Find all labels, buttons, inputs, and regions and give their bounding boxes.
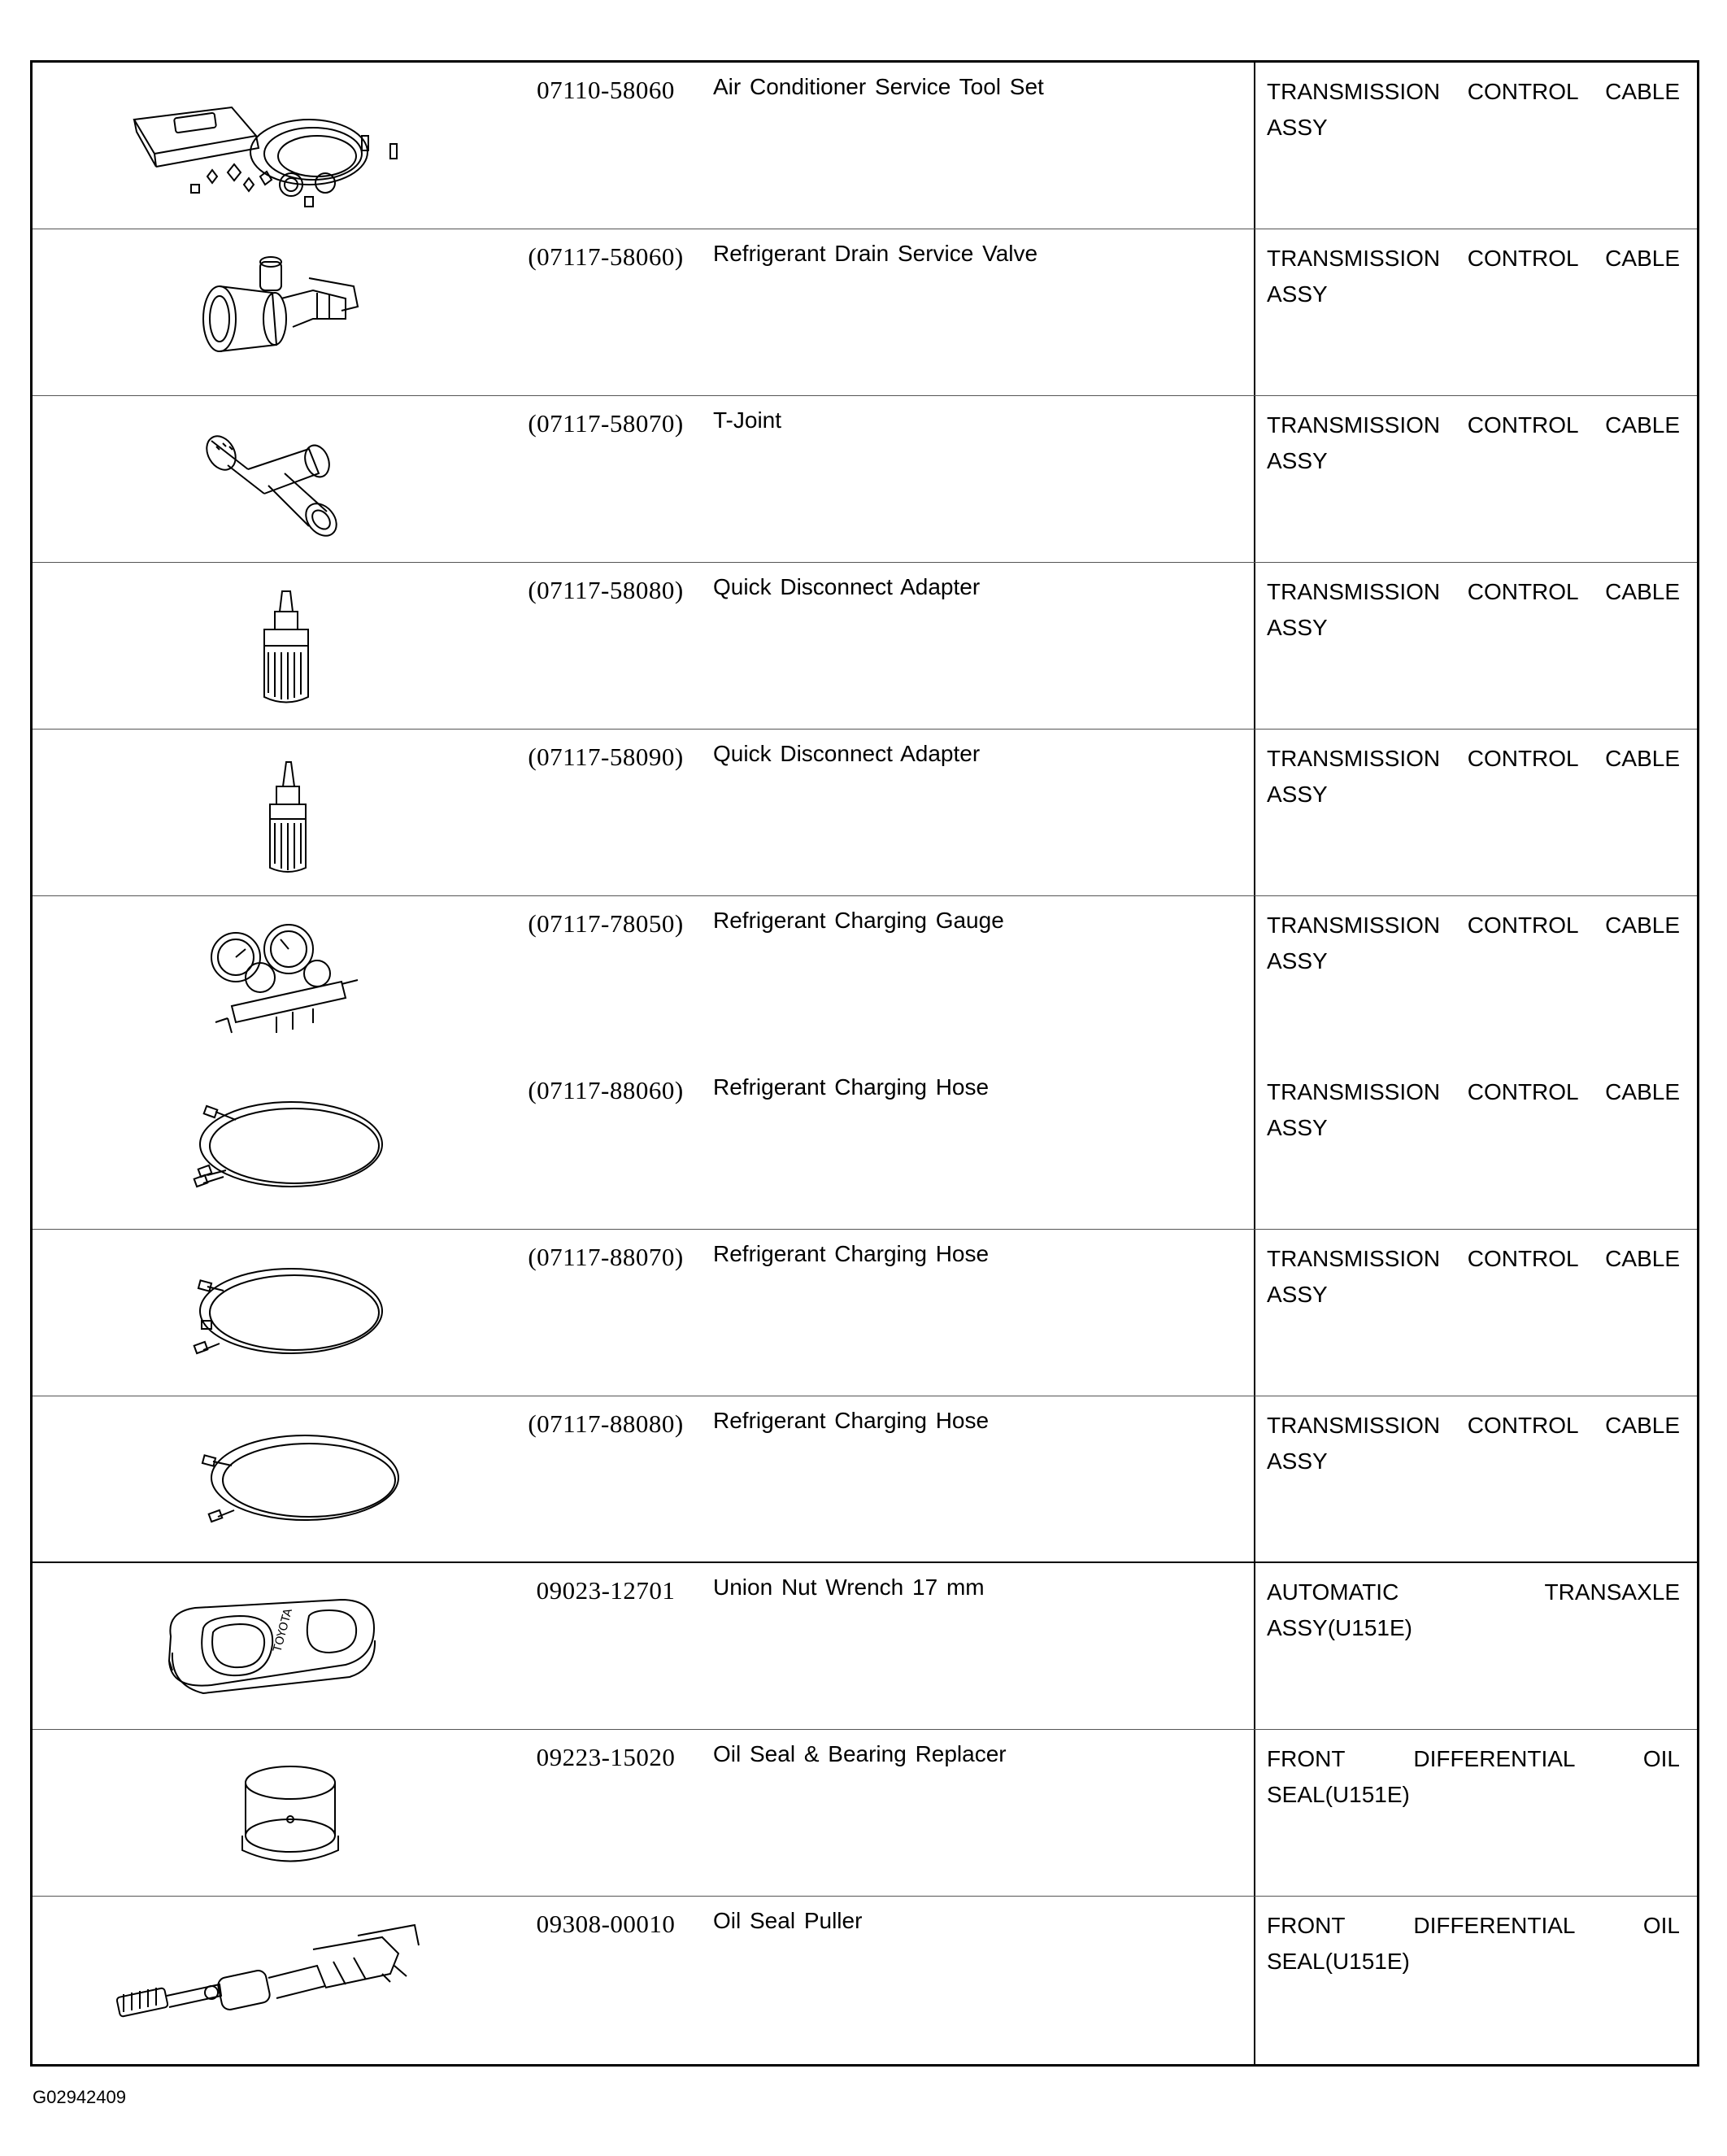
table-row xyxy=(33,1563,1697,1730)
quick-disconnect-adapter-icon xyxy=(33,730,488,892)
tool-name: Refrigerant Drain Service Valve xyxy=(713,241,1038,266)
ac-service-tool-set-icon xyxy=(33,63,488,225)
table-row xyxy=(33,730,1697,896)
table-row xyxy=(33,229,1697,396)
charging-gauge-icon xyxy=(33,896,488,1059)
tool-name: Quick Disconnect Adapter xyxy=(713,741,981,766)
table-row xyxy=(33,1897,1697,2064)
usage-text: AUTOMATIC TRANSAXLE ASSY(U151E) xyxy=(1267,1579,1680,1640)
table-row xyxy=(33,396,1697,563)
usage-text: TRANSMISSION CONTROL CABLE ASSY xyxy=(1267,79,1680,140)
figure-id: G02942409 xyxy=(33,2087,126,2107)
table-row xyxy=(33,1063,1697,1230)
charging-hose-icon xyxy=(33,1396,488,1559)
charging-hose-icon xyxy=(33,1063,488,1226)
usage-text: TRANSMISSION CONTROL CABLE ASSY xyxy=(1267,412,1680,473)
usage-text: TRANSMISSION CONTROL CABLE ASSY xyxy=(1267,246,1680,307)
tool-name: Refrigerant Charging Gauge xyxy=(713,908,1004,933)
part-number: (07117-58060) xyxy=(528,242,684,271)
part-number: 07110-58060 xyxy=(537,76,675,104)
usage-text: TRANSMISSION CONTROL CABLE ASSY xyxy=(1267,746,1680,807)
part-number: 09308-00010 xyxy=(536,1910,676,1938)
table-row xyxy=(33,1396,1697,1563)
svg-text:TOYOTA: TOYOTA xyxy=(271,1607,296,1654)
tool-name: Union Nut Wrench 17 mm xyxy=(713,1575,985,1600)
part-number: 09223-15020 xyxy=(536,1743,676,1771)
table-row xyxy=(33,563,1697,730)
tool-name: Refrigerant Charging Hose xyxy=(713,1241,990,1266)
tool-name: Refrigerant Charging Hose xyxy=(713,1074,990,1100)
oil-seal-puller-icon xyxy=(33,1897,488,2059)
charging-hose-icon xyxy=(33,1230,488,1392)
part-number: (07117-78050) xyxy=(528,909,684,938)
t-joint-icon xyxy=(33,396,488,559)
quick-disconnect-adapter-icon xyxy=(33,563,488,725)
tool-name: T-Joint xyxy=(713,407,782,433)
usage-text: TRANSMISSION CONTROL CABLE ASSY xyxy=(1267,1246,1680,1307)
usage-text: FRONT DIFFERENTIAL OIL SEAL(U151E) xyxy=(1267,1913,1680,1974)
table-row xyxy=(33,1730,1697,1897)
drain-service-valve-icon xyxy=(33,229,488,392)
part-number: 09023-12701 xyxy=(536,1576,676,1605)
tool-name: Oil Seal Puller xyxy=(713,1908,863,1933)
part-number: (07117-88070) xyxy=(528,1243,684,1271)
usage-text: TRANSMISSION CONTROL CABLE ASSY xyxy=(1267,912,1680,973)
special-service-tools-table xyxy=(30,60,1699,2067)
usage-text: FRONT DIFFERENTIAL OIL SEAL(U151E) xyxy=(1267,1746,1680,1807)
part-number: (07117-58070) xyxy=(528,409,684,438)
tool-name: Oil Seal & Bearing Replacer xyxy=(713,1741,1007,1766)
part-number: (07117-88060) xyxy=(528,1076,684,1104)
usage-text: TRANSMISSION CONTROL CABLE ASSY xyxy=(1267,1079,1680,1140)
tool-name: Refrigerant Charging Hose xyxy=(713,1408,990,1433)
tool-name: Air Conditioner Service Tool Set xyxy=(713,74,1044,99)
usage-text: TRANSMISSION CONTROL CABLE ASSY xyxy=(1267,579,1680,640)
oil-seal-replacer-icon xyxy=(33,1730,488,1892)
usage-text: TRANSMISSION CONTROL CABLE ASSY xyxy=(1267,1413,1680,1474)
tool-name: Quick Disconnect Adapter xyxy=(713,574,981,599)
part-number: (07117-88080) xyxy=(528,1409,684,1438)
table-row xyxy=(33,1230,1697,1396)
union-nut-wrench-icon xyxy=(33,1563,488,1726)
table-row xyxy=(33,896,1697,1063)
part-number: (07117-58080) xyxy=(528,576,684,604)
table-row xyxy=(33,63,1697,229)
part-number: (07117-58090) xyxy=(528,743,684,771)
